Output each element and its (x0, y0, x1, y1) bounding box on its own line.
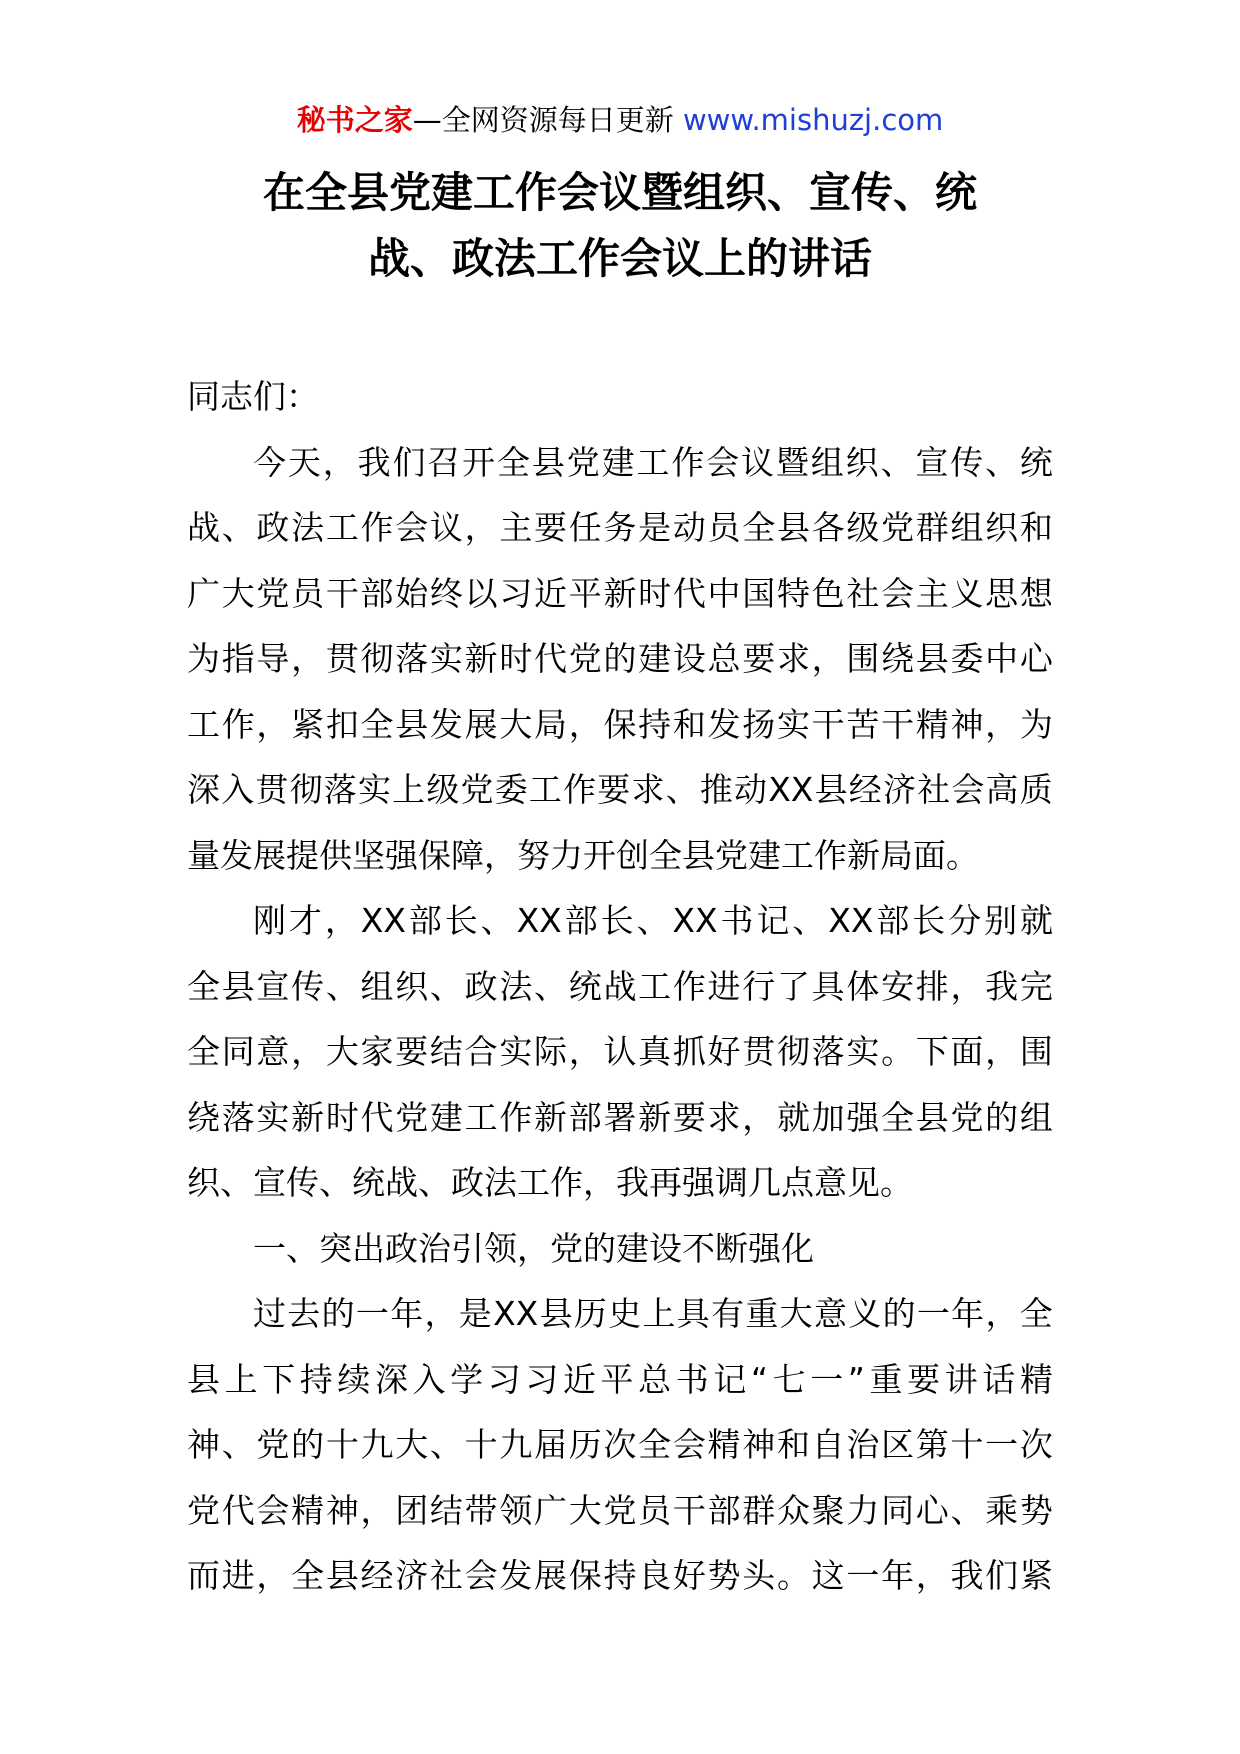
body-line: 刚 才 ， XX 部 长 、 XX 部 长 、 XX 书 记 、 XX 部 长 分 别 就 (253, 901, 1053, 940)
brand-name: 秘书之家 (296, 103, 413, 137)
body-line: 深 入 贯 彻 落 实 上 级 党 委 工 作 要 求 、 推 动 XX 县 经 济 社 会 高 质 (187, 770, 1053, 809)
body-line: 同志们： (187, 377, 319, 416)
body-line: 量发展提供坚强保障，努力开创全县党建工作新局面。 (187, 835, 979, 875)
body-line: 一、突出政治引领，党的建设不断强化 (253, 1228, 814, 1268)
document-body (187, 364, 1053, 1609)
body-line: 广 大 党 员 干 部 始 终 以 习 近 平 新 时 代 中 国 特 色 社 会 主 义 思 想 (187, 573, 1053, 613)
body-line: 织、宣传、统战、政法工作，我再强调几点意见。 (187, 1163, 913, 1202)
body-line: 为 指 导 ， 贯 彻 落 实 新 时 代 党 的 建 设 总 要 求 ， 围 绕 县 委 中 心 (187, 639, 1053, 678)
body-line: 全 同 意 ， 大 家 要 结 合 实 际 ， 认 真 抓 好 贯 彻 落 实 。 下 面 ， 围 (187, 1032, 1053, 1071)
body-line: 党 代 会 精 神 ， 团 结 带 领 广 大 党 员 干 部 群 众 聚 力 同 心 、 乘 势 (187, 1490, 1053, 1530)
title-line-2: 战、政法工作会议上的讲话 (367, 234, 872, 283)
document-title (0, 160, 1240, 292)
body-line: 工 作 ， 紧 扣 全 县 发 展 大 局 ， 保 持 和 发 扬 实 干 苦 干 精 神 ， 为 (187, 704, 1053, 744)
body-line: 绕 落 实 新 时 代 党 建 工 作 新 部 署 新 要 求 ， 就 加 强 全 县 党 的 组 (187, 1097, 1053, 1137)
body-line: 县 上 下 持 续 深 入 学 习 习 近 平 总 书 记 “ 七 一 ” 重 要 讲 话 精 (187, 1359, 1053, 1399)
title-line-1: 在全县党建工作会议暨组织、宣传、统 (262, 168, 977, 217)
body-line: 神 、 党 的 十 九 大 、 十 九 届 历 次 全 会 精 神 和 自 治 区 第 十 一 次 (187, 1425, 1053, 1464)
body-line: 战 、 政 法 工 作 会 议 ， 主 要 任 务 是 动 员 全 县 各 级 党 群 组 织 和 (187, 508, 1053, 547)
site-url-link[interactable]: www.mishuzj.com (682, 103, 944, 137)
header-tagline: —全网资源每日更新 (412, 103, 683, 137)
body-line: 过 去 的 一 年 ， 是 XX 县 历 史 上 具 有 重 大 意 义 的 一 年 ， 全 (253, 1294, 1053, 1333)
body-line: 全 县 宣 传 、 组 织 、 政 法 、 统 战 工 作 进 行 了 具 体 安 排 ， 我 完 (187, 966, 1053, 1006)
site-header (0, 100, 1240, 140)
body-line: 今 天 ， 我 们 召 开 全 县 党 建 工 作 会 议 暨 组 织 、 宣 传 、 统 (253, 442, 1053, 482)
body-line: 而 进 ， 全 县 经 济 社 会 发 展 保 持 良 好 势 头 。 这 一 年 ， 我 们 紧 (187, 1556, 1053, 1595)
